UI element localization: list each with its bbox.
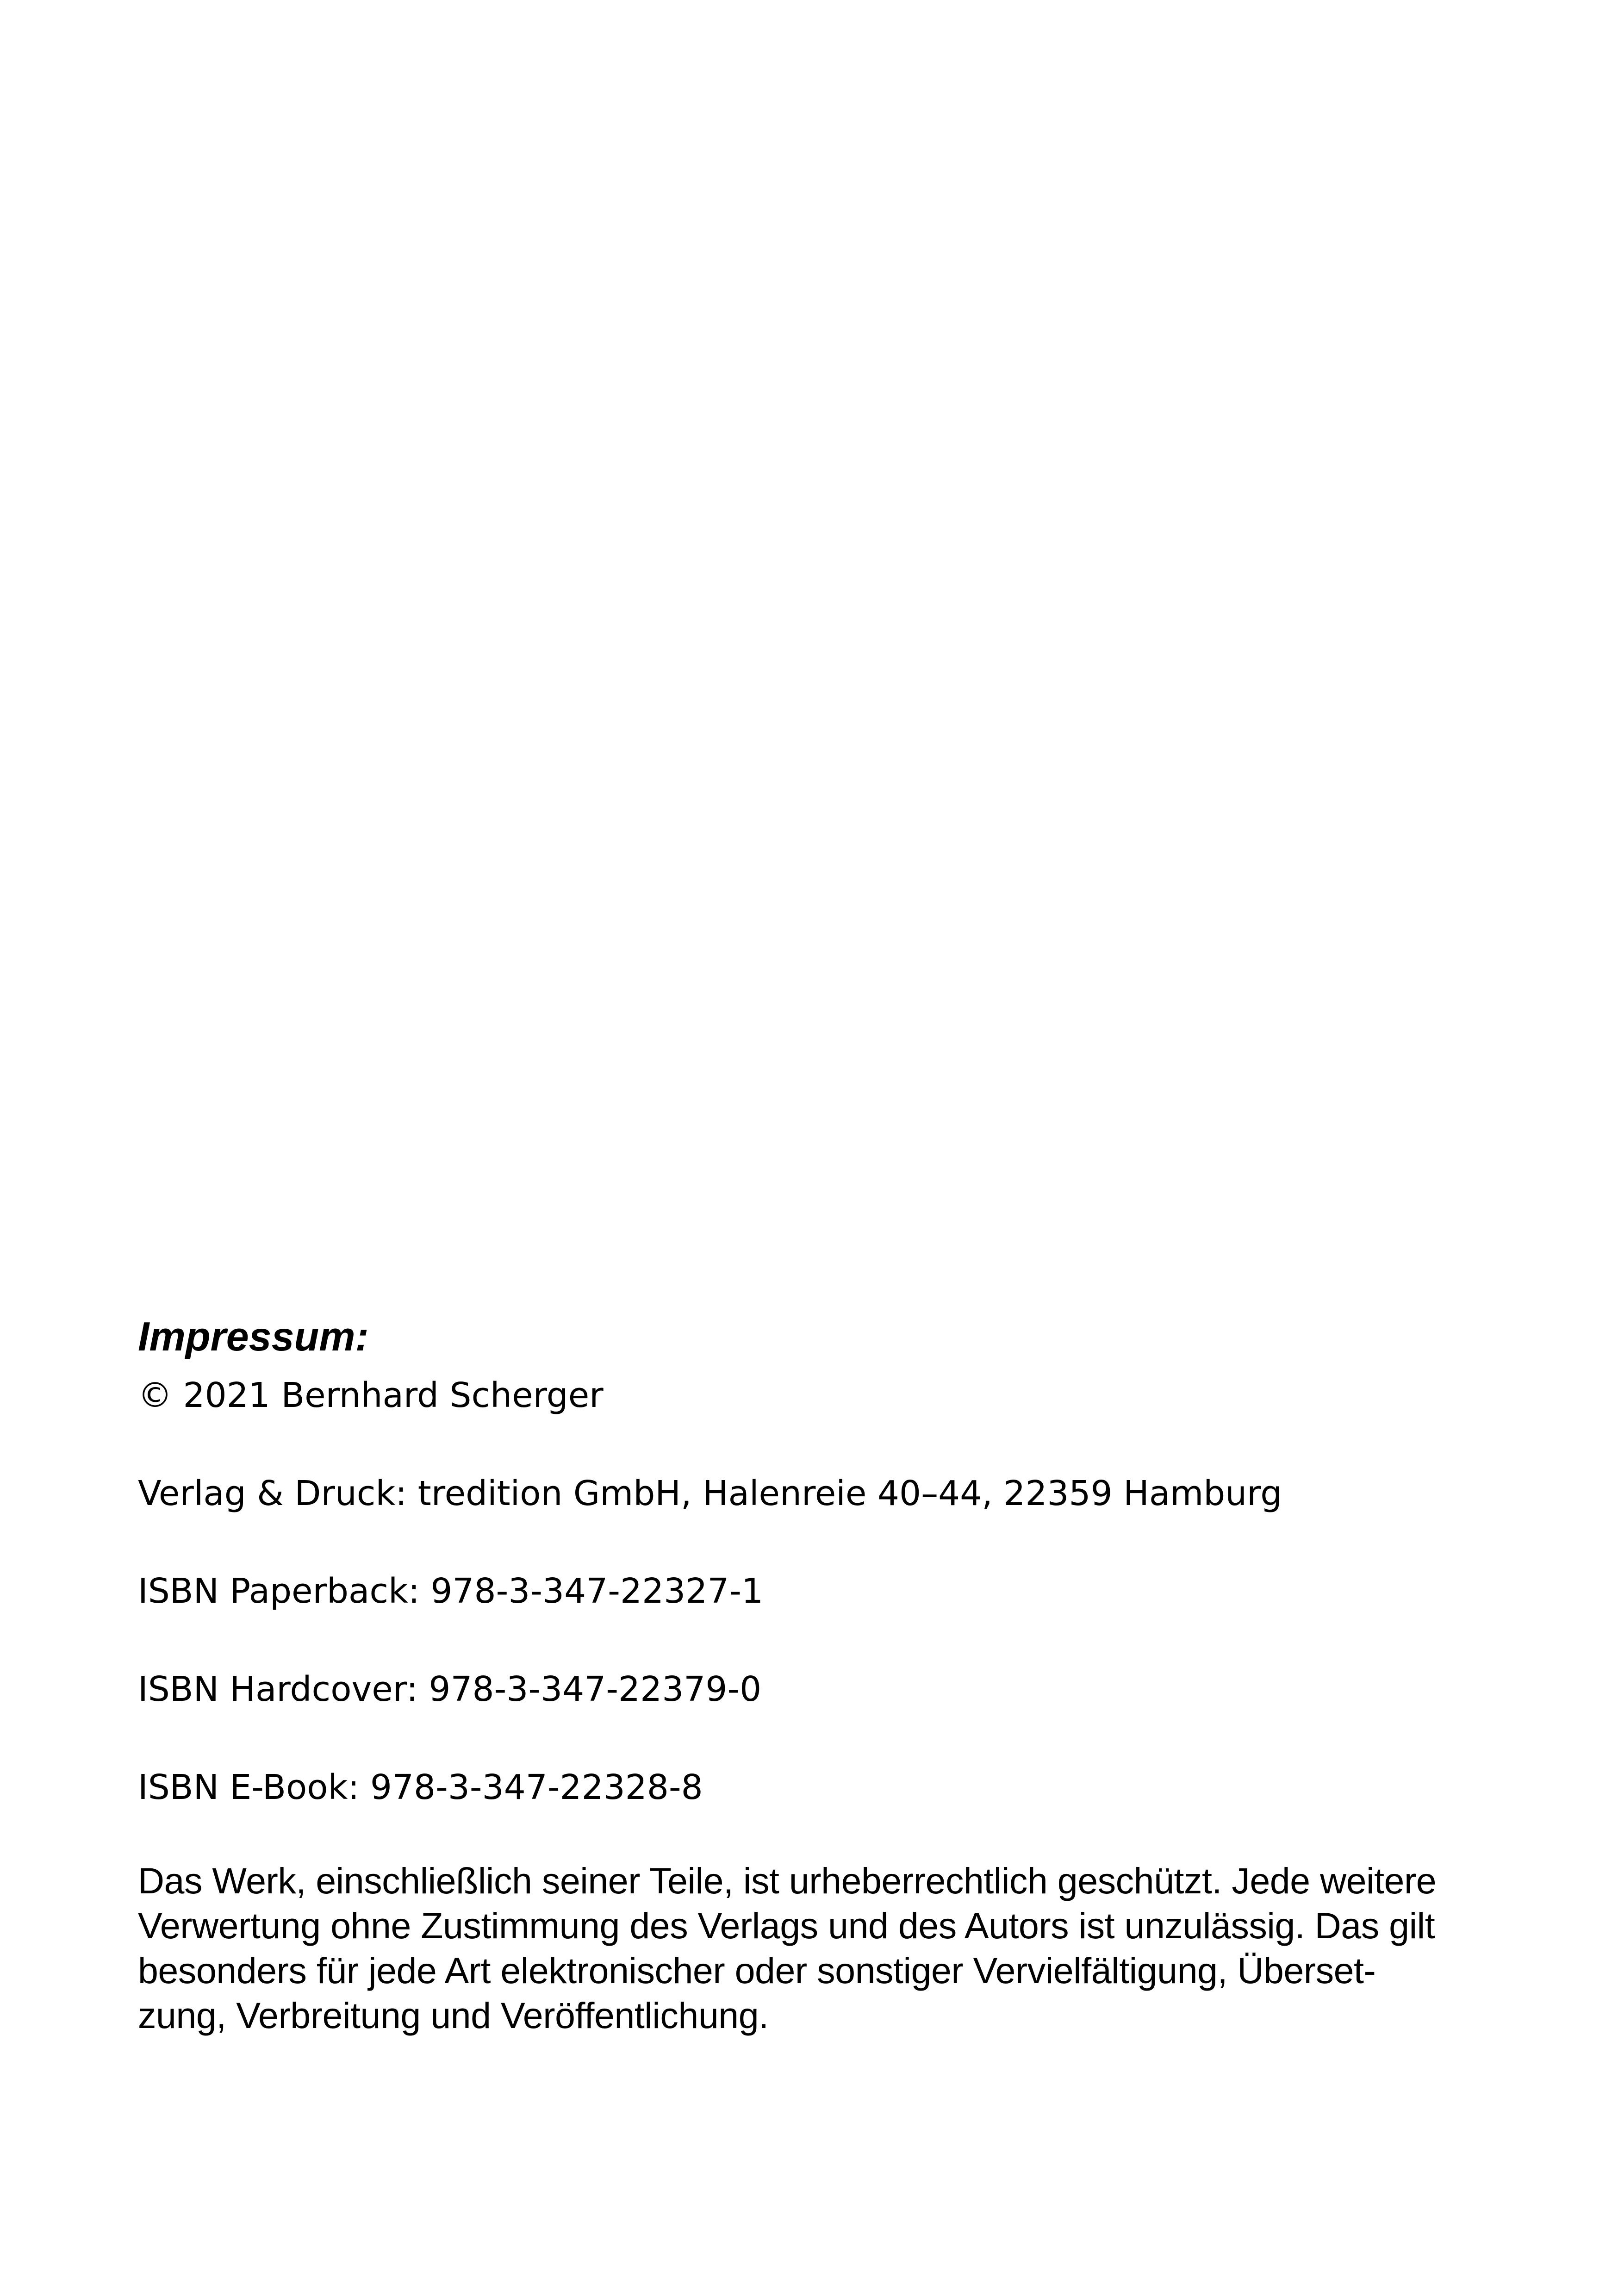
imprint-section xyxy=(138,1314,1508,2038)
isbn-paperback: ISBN Paperback: 978-3-347-22327-1 xyxy=(138,1571,764,1612)
copyright-notice-line: Das Werk, einschließlich seiner Teile, ist urheberrechtlich geschützt. Jede weitere xyxy=(138,1860,1437,1901)
copyright-notice xyxy=(138,1858,1508,2038)
isbn-hardcover: ISBN Hardcover: 978-3-347-22379-0 xyxy=(138,1669,762,1710)
publisher-line: Verlag & Druck: tredition GmbH, Halenreie 40–44, 22359 Hamburg xyxy=(138,1473,1282,1513)
imprint-heading: Impressum: xyxy=(138,1313,369,1359)
copyright-notice-line: zung, Verbreitung und Veröffentlichung. xyxy=(138,1994,769,2036)
copyright-notice-line: Verwertung ohne Zustimmung des Verlags und des Autors ist unzulässig. Das gilt xyxy=(138,1904,1435,1946)
copyright-notice-line: besonders für jede Art elektronischer oder sonstiger Vervielfältigung, Überset- xyxy=(138,1949,1376,1991)
isbn-ebook: ISBN E-Book: 978-3-347-22328-8 xyxy=(138,1767,703,1807)
copyright-line: © 2021 Bernhard Scherger xyxy=(138,1375,604,1415)
